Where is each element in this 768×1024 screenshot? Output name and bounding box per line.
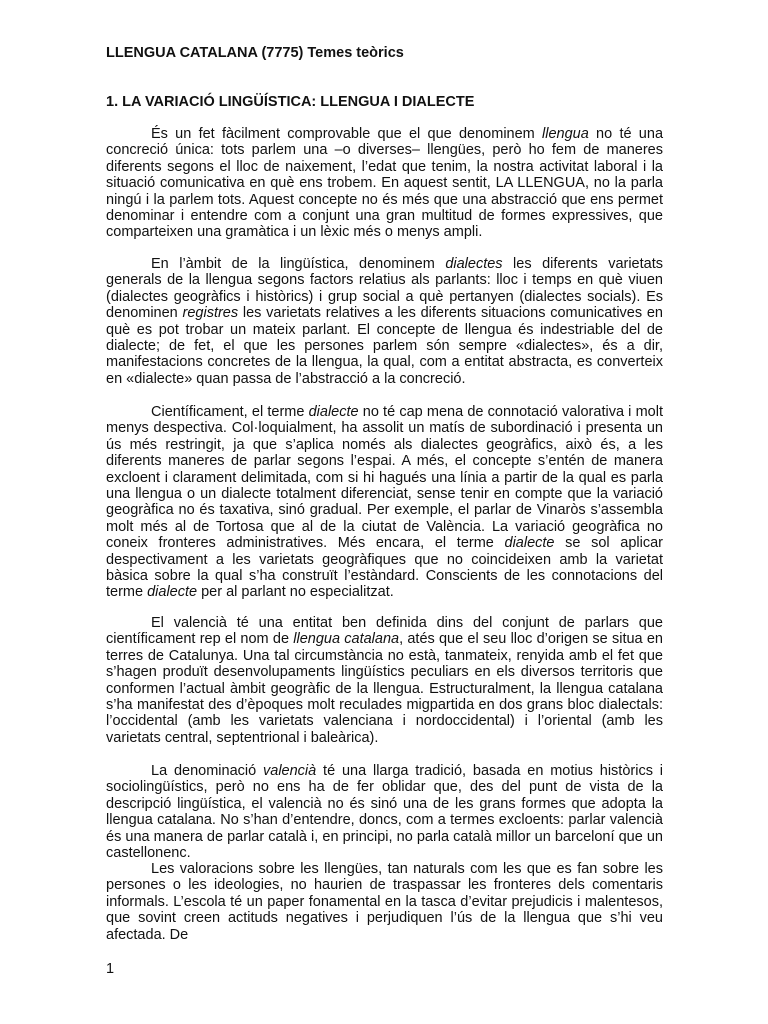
text-segment: no té una concreció única: tots parlem una –o diverses– llengües, però ho fem de maneres diferents segons el lloc de naixement, l’edat que tenim, la nostra activitat laboral i la situació comunicativa en què ens trobem. En aquest sentit, LA LLENGUA, no la parla ningú i la parlem tots. Aquest concepte no és més que una abstracció que ens permet denominar i entendre com a conjunt una gran multitud de formes expressives, que comparteixen una gramàtica i un lèxic més o menys ampli. — [106, 126, 664, 241]
italic-term: llengua catalana — [293, 631, 400, 648]
page-number: 1 — [106, 961, 115, 977]
italic-term: registres — [182, 305, 239, 322]
text-segment: les varietats relatives a les diferents situacions comunicatives en què es pot trobar un mateix parlant. El concepte de llengua és indestriable del de dialecte; de fet, el que les persones parlem són sempre «dialectes», és a dir, manifestacions concretes de la llengua, la qual, com a entitat abstracta, es converteix en «dialecte» quan passa de l’abstracció a la concreció. — [106, 305, 663, 387]
text-segment: , atés que el seu lloc d’origen se situa en terres de Catalunya. Una tal circumstància no està, tanmateix, renyida amb el fet que s’hagen produït desenvolupaments lingüístics peculiars en els diversos territoris que conformen l’actual àmbit geogràfic de la llengua. Estructuralment, la llengua catalana s’ha manifestat des d’èpoques molt reculades migpartida en dos grans bloc dialectals: l’occidental (amb les varietats valenciana i nordoccidental) i l’oriental (amb les varietats central, septentrional i baleàrica). — [106, 631, 663, 746]
italic-term: dialecte — [308, 404, 359, 420]
paragraph-5 — [106, 763, 663, 861]
section-title: 1. LA VARIACIÓ LINGÜÍSTICA: LLENGUA I DIALECTE — [106, 94, 475, 110]
text-segment: El valencià té una entitat ben definida dins del conjunt de parlars que científicament rep el nom de — [106, 615, 663, 648]
italic-term: valencià — [263, 763, 317, 779]
italic-term: dialectes — [445, 256, 503, 272]
text-segment: En l’àmbit de la lingüística, denominem — [151, 256, 446, 272]
italic-term: llengua — [542, 126, 589, 142]
italic-term: dialecte — [504, 535, 555, 552]
paragraph-3 — [106, 404, 663, 601]
text-segment: se sol aplicar despectivament a les varietats geogràfiques que no coincideixen amb la varietat bàsica sobre la qual s’ha construït l’estàndard. Conscients de les connotacions del terme — [106, 535, 664, 601]
paragraph-4 — [106, 615, 663, 746]
text-segment: per al parlant no especialitzat. — [197, 584, 394, 601]
paragraph-1 — [106, 126, 663, 241]
text-segment: La denominació — [151, 763, 264, 779]
text-segment: té una llarga tradició, basada en motius històrics i sociolingüístics, però no ens ha de fer oblidar que, des del punt de vista de la descripció lingüística, el valencià no és sinó una de les grans formes que adopta la llengua catalana. No s’han d’entendre, doncs, com a termes excloents: parlar valencià és una manera de parlar català i, en principi, no parla català millor un barceloní que un castellonenc. — [106, 763, 663, 862]
text-segment: les diferents varietats generals de la llengua segons factors relatius als parlants: lloc i temps en què viuen (dialectes geogràfics i històrics) i grup social a què pertanyen (dialectes socials). Es denominen — [106, 256, 663, 322]
document-header: LLENGUA CATALANA (7775) Temes teòrics — [106, 45, 404, 61]
text-segment: Científicament, el terme — [151, 404, 309, 420]
paragraph-2 — [106, 256, 663, 387]
text-segment: És un fet fàcilment comprovable que el que denominem — [151, 126, 543, 142]
paragraph-6 — [106, 861, 663, 943]
text-segment: Les valoracions sobre les llengües, tan naturals com les que es fan sobre les persones o les ideologies, no haurien de traspassar les fronteres dels comentaris informals. L’escola té un paper fonamental en la tasca d’evitar prejudicis i malentesos, que sovint creen actituds negatives i perjudiquen l’ús de la llengua que s’hi veu afectada. De — [106, 861, 663, 943]
text-segment: no té cap mena de connotació valorativa i molt menys despectiva. Col·loquialment, ha assolit un matís de subordinació i presenta un ús més restringit, ja que s’aplica només als dialectes geogràfics, això és, a les diferents maneres de parlar segons l’espai. A més, el concepte s’entén de manera excloent i clarament delimitada, com si hi hagués una línia a partir de la qual es parla una llengua o un dialecte totalment diferenciat, sense tenir en compte que la variació geogràfica no és taxativa, sinó gradual. Per exemple, el parlar de Vinaròs s’assembla molt més al de Tortosa que al de la ciutat de València. La variació geogràfica no coneix fronteres administratives. Més encara, el terme — [106, 404, 663, 552]
italic-term: dialecte — [147, 584, 198, 601]
